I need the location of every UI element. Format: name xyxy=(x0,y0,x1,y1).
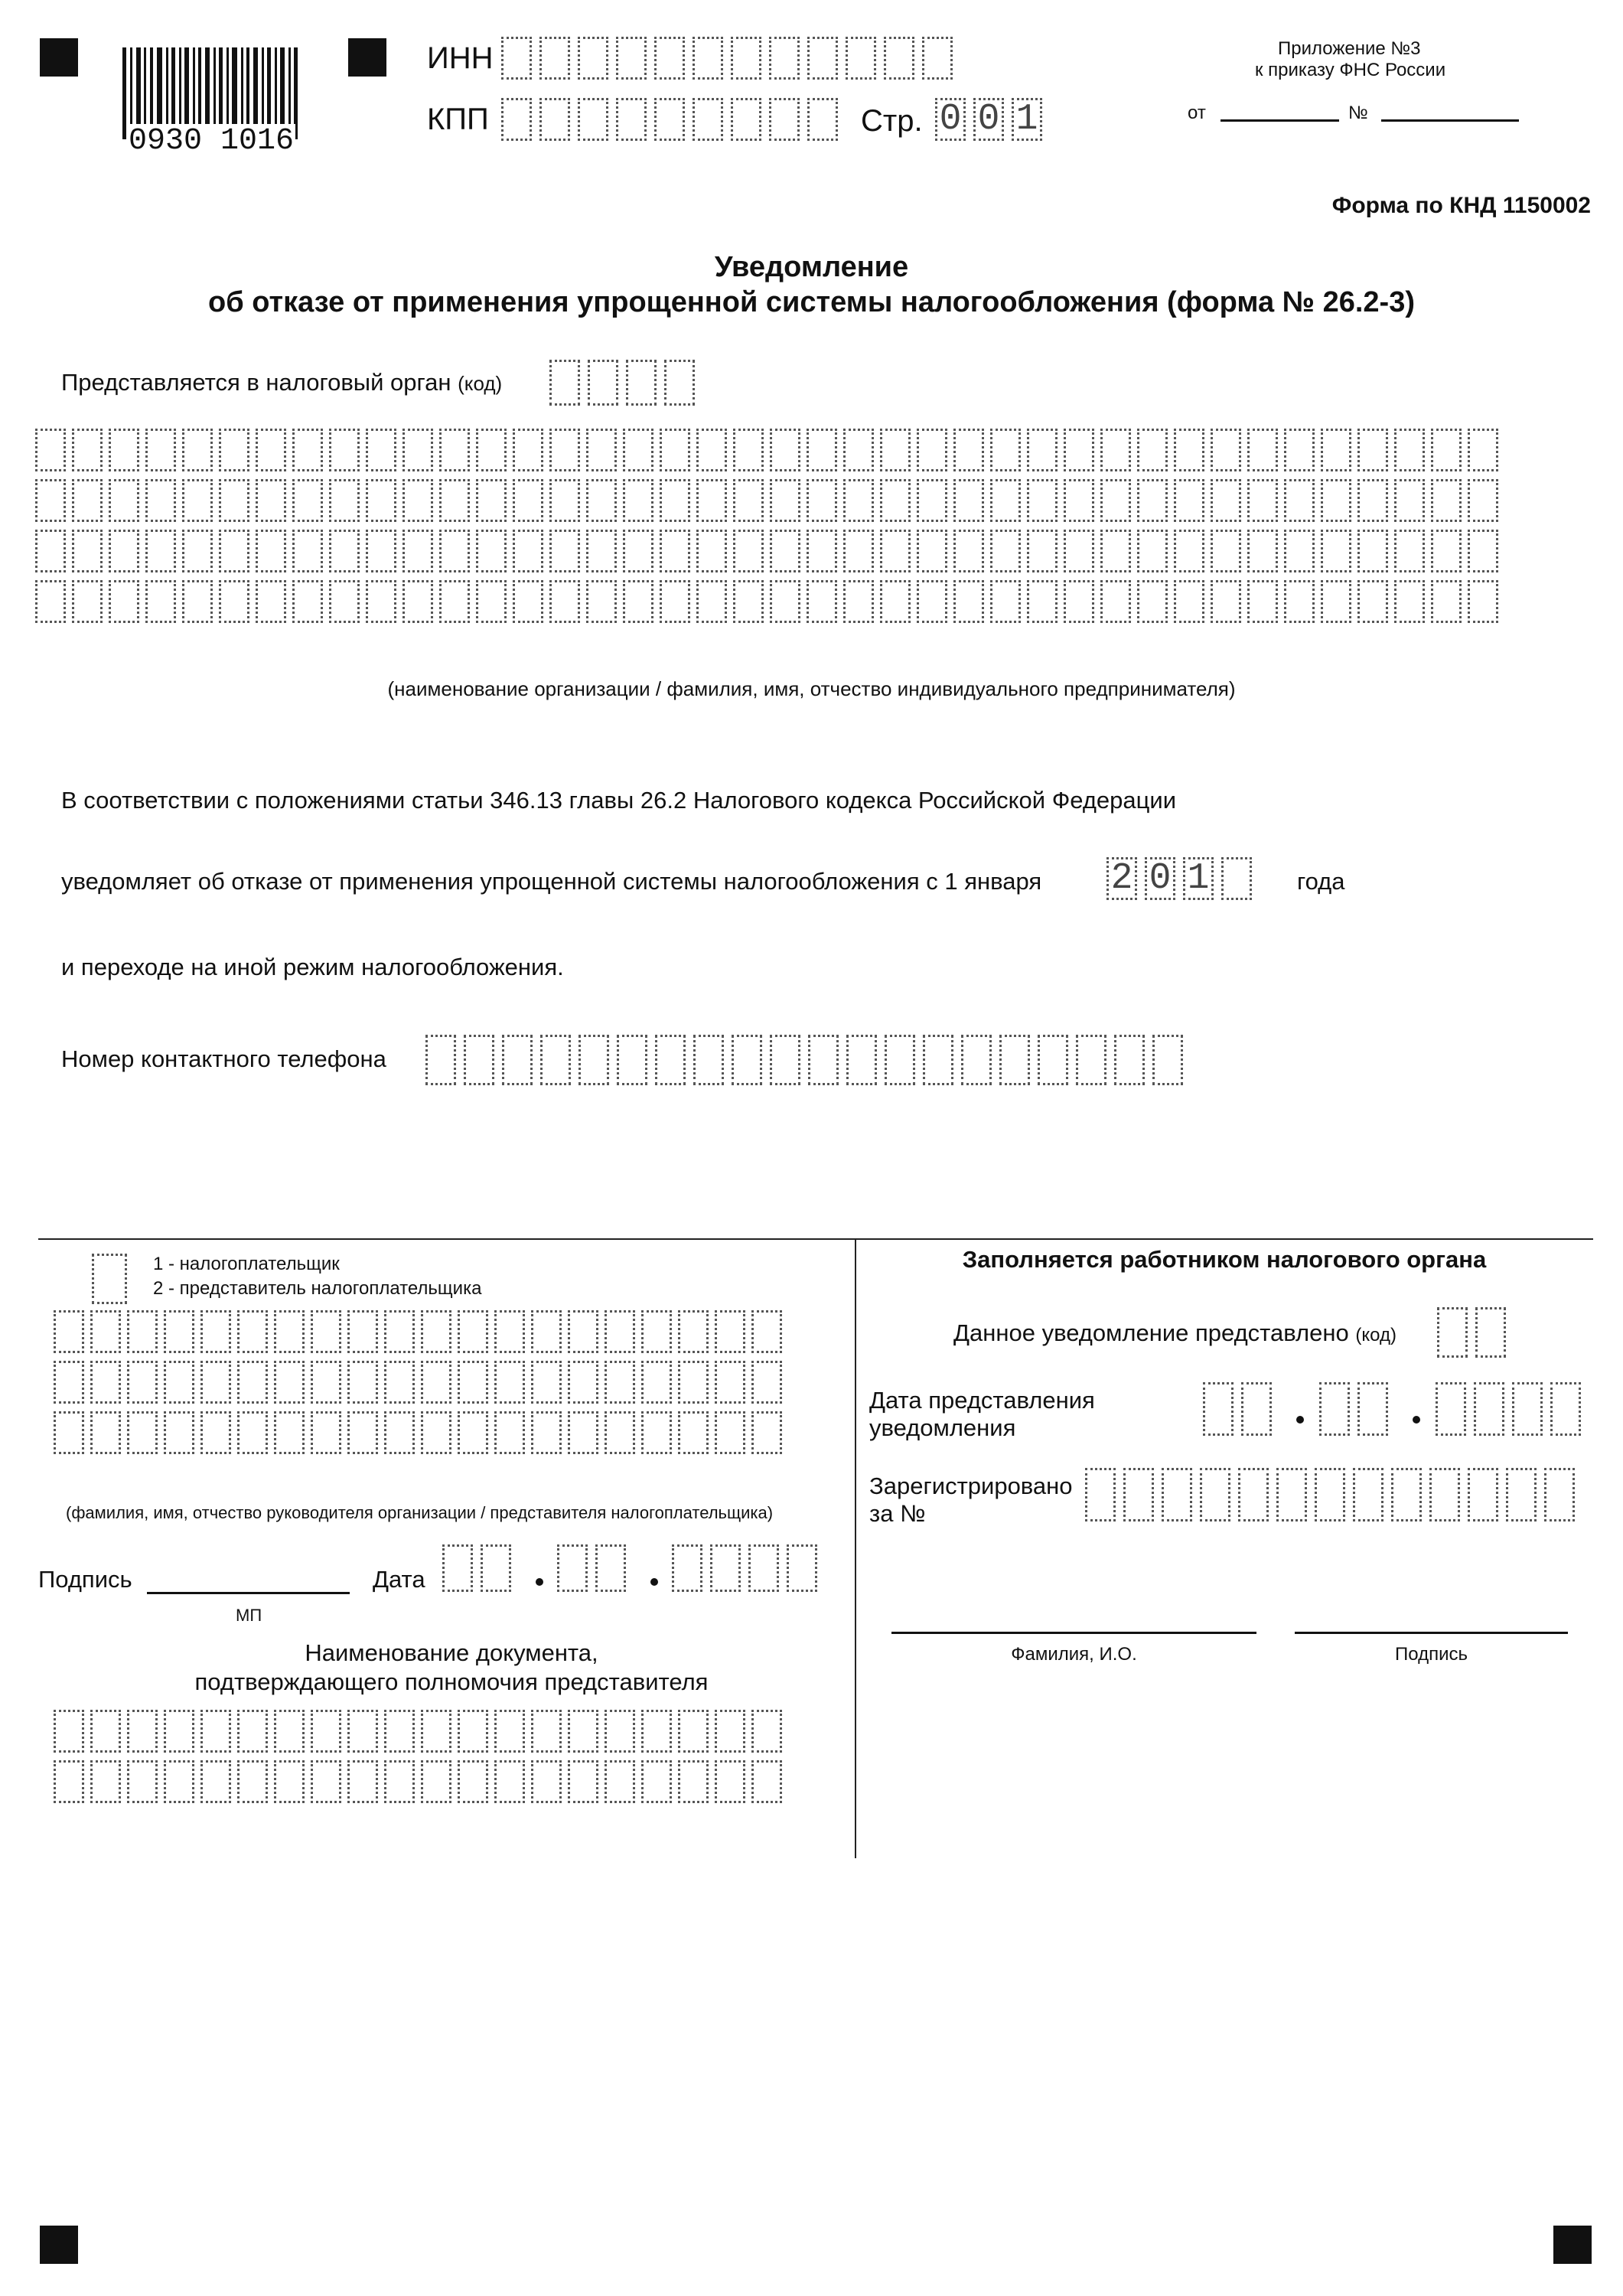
signature-line[interactable] xyxy=(147,1592,350,1594)
org-name-row[interactable] xyxy=(35,429,1504,471)
authority-code-field[interactable] xyxy=(549,360,702,406)
page-number-field[interactable] xyxy=(935,98,1050,141)
inn-field[interactable] xyxy=(501,37,960,80)
authority-code-suffix: (код) xyxy=(458,372,503,395)
submitted-code-suffix: (код) xyxy=(1355,1325,1396,1345)
year-digit: 0 xyxy=(1145,857,1175,900)
registered-label-line2: за № xyxy=(869,1500,926,1527)
registration-number-field[interactable] xyxy=(1085,1468,1582,1521)
submit-date-label-line1: Дата представления xyxy=(869,1387,1095,1414)
officer-fio-caption: Фамилия, И.О. xyxy=(1011,1644,1137,1665)
date-separator xyxy=(1413,1416,1420,1424)
date-separator xyxy=(1296,1416,1304,1424)
org-name-row[interactable] xyxy=(35,580,1504,623)
officer-fio-line[interactable] xyxy=(891,1632,1256,1634)
year-digit: 1 xyxy=(1183,857,1214,900)
body-line1: В соответствии с положениями статьи 346.13 главы 26.2 Налогового кодекса Российской Федерации xyxy=(61,787,1177,814)
signer-date-label: Дата xyxy=(373,1566,425,1593)
corner-marker-bottom-right xyxy=(1553,2226,1592,2264)
phone-field[interactable] xyxy=(425,1035,1191,1085)
phone-label: Номер контактного телефона xyxy=(61,1045,386,1072)
page-label: Стр. xyxy=(861,104,923,138)
office-section-heading: Заполняется работником налогового органа xyxy=(962,1246,1487,1273)
page-title: Уведомление xyxy=(714,251,909,283)
signer-date-year[interactable] xyxy=(672,1544,825,1592)
auth-doc-grid[interactable] xyxy=(54,1710,788,1811)
signature-label: Подпись xyxy=(38,1566,132,1593)
year-field[interactable] xyxy=(1106,857,1260,900)
submit-date-label-line2: уведомления xyxy=(869,1414,1016,1441)
auth-doc-row[interactable] xyxy=(54,1760,788,1803)
submitted-code-field[interactable] xyxy=(1437,1307,1514,1358)
officer-signature-line[interactable] xyxy=(1295,1632,1568,1634)
year-digit: 2 xyxy=(1106,857,1137,900)
signer-fio-row[interactable] xyxy=(54,1411,788,1454)
signer-fio-grid[interactable] xyxy=(54,1310,788,1462)
body-line3: и переходе на иной режим налогообложения. xyxy=(61,954,564,980)
body-line2: уведомляет об отказе от применения упрощенной системы налогообложения с 1 января xyxy=(61,868,1042,895)
org-name-row[interactable] xyxy=(35,530,1504,572)
auth-doc-row[interactable] xyxy=(54,1710,788,1753)
page-subtitle: об отказе от применения упрощенной системы налогообложения (форма № 26.2-3) xyxy=(208,286,1415,318)
officer-signature-caption: Подпись xyxy=(1395,1644,1468,1665)
stamp-label: МП xyxy=(236,1606,262,1625)
submit-date-day[interactable] xyxy=(1203,1382,1279,1436)
year-digit[interactable] xyxy=(1221,857,1252,900)
authority-label xyxy=(61,369,502,396)
signer-date-month[interactable] xyxy=(557,1544,634,1592)
org-name-row[interactable] xyxy=(35,479,1504,522)
submit-date-month[interactable] xyxy=(1319,1382,1396,1436)
page-digit: 0 xyxy=(973,98,1004,141)
section-divider-horizontal xyxy=(38,1238,1593,1240)
submitted-label-text: Данное уведомление представлено xyxy=(953,1319,1349,1346)
signer-option-2: 2 - представитель налогоплательщика xyxy=(153,1278,482,1299)
order-number-line[interactable] xyxy=(1381,119,1519,122)
date-separator xyxy=(650,1578,658,1586)
signer-type-field[interactable] xyxy=(92,1254,135,1304)
submit-date-year[interactable] xyxy=(1436,1382,1589,1436)
appendix-line2: к приказу ФНС России xyxy=(1255,60,1446,80)
form-code: Форма по КНД 1150002 xyxy=(1331,193,1591,218)
registered-label-line1: Зарегистрировано xyxy=(869,1473,1073,1499)
signer-option-1: 1 - налогоплательщик xyxy=(153,1254,340,1274)
authority-label-text: Представляется в налоговый орган xyxy=(61,369,451,396)
org-name-caption: (наименование организации / фамилия, имя, отчество индивидуального предпринимателя) xyxy=(387,677,1236,700)
appendix-line1: Приложение №3 xyxy=(1278,38,1421,59)
signer-fio-row[interactable] xyxy=(54,1310,788,1353)
page-digit: 1 xyxy=(1012,98,1042,141)
signer-fio-row[interactable] xyxy=(54,1361,788,1404)
year-suffix: года xyxy=(1297,868,1345,895)
auth-doc-title-line2: подтверждающего полномочия представителя xyxy=(194,1668,709,1695)
auth-doc-title-line1: Наименование документа, xyxy=(305,1639,598,1666)
corner-marker-top-left xyxy=(40,38,78,77)
submitted-label xyxy=(953,1319,1396,1347)
section-divider-vertical xyxy=(855,1238,856,1858)
number-label: № xyxy=(1348,103,1368,123)
kpp-field[interactable] xyxy=(501,98,846,141)
corner-marker-top-center xyxy=(348,38,386,77)
corner-marker-bottom-left xyxy=(40,2226,78,2264)
barcode xyxy=(122,47,306,162)
inn-label: ИНН xyxy=(427,41,494,75)
date-separator xyxy=(536,1578,543,1586)
barcode-number: 0930 1016 xyxy=(129,124,295,158)
signer-fio-caption: (фамилия, имя, отчество руководителя организации / представителя налогоплательщика) xyxy=(66,1503,774,1522)
signer-date-day[interactable] xyxy=(442,1544,519,1592)
org-name-grid[interactable] xyxy=(35,429,1504,631)
order-date-line[interactable] xyxy=(1221,119,1339,122)
from-label: от xyxy=(1188,103,1206,123)
kpp-label: КПП xyxy=(427,103,489,136)
page-digit: 0 xyxy=(935,98,966,141)
